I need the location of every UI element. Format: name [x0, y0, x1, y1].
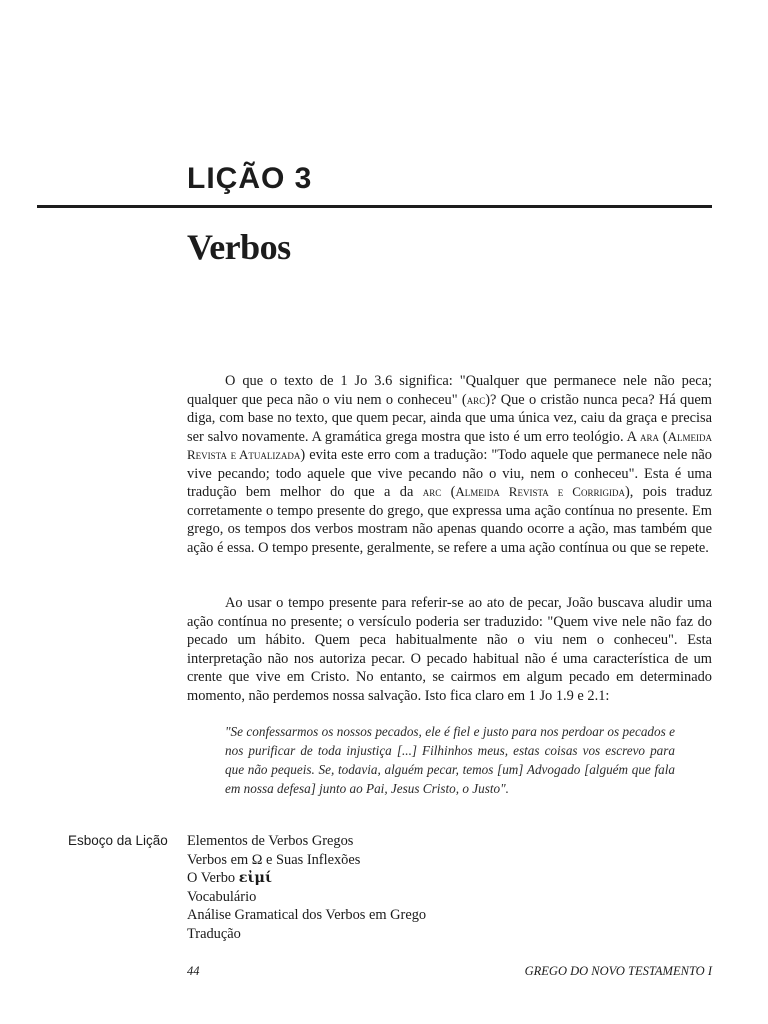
- outline-item-text: Verbos em: [187, 851, 252, 868]
- text-run: ), pois traduz corretamente o tempo presente do grego, que expressa uma ação contínua no presente. Em grego, os tempos dos verbos mostram não apenas quando ocorre a ação, mas também que ação é essa. O tempo presente, geralmente, se refere a uma ação contínua ou que se repete.: [187, 484, 712, 556]
- chapter-title: Verbos: [187, 227, 291, 267]
- version-name: Almeida Revista e Atualizada: [187, 428, 712, 462]
- outline-item: Análise Gramatical dos Verbos em Grego: [187, 907, 427, 924]
- text-run: )? Que o cristão nunca peca? Há quem diga, com base no texto, que quem pecar, ainda que uma única vez, caiu da graça e precisa ser salvo novamente. A gramática grega mostra que isto é um erro teológio. A: [187, 391, 712, 445]
- outline-item: [187, 869, 426, 888]
- page-number: 44: [187, 964, 200, 978]
- text-run: ) evita este erro com a tradução: "Todo aquele que permanece nele não vive pecando; todo aquele que vive pecando não o viu, nem o conheceu". Esta é uma tradução bem melhor do que a da: [187, 447, 712, 500]
- outline-list: [187, 832, 426, 944]
- abbreviation: arc: [466, 391, 486, 407]
- outline-item-text: e Suas Inflexões: [262, 851, 361, 868]
- body-paragraph-2: Ao usar o tempo presente para referir-se ao ato de pecar, João buscava aludir uma ação contínua no presente; o versículo poderia ser traduzido: "Quem vive nele não faz do pecado um hábito. Quem peca habitualmente não o viu nem o conheceu". Esta interpretação não nos autoriza pecar. O pecado habitual não é uma característica de um crente que vive em Cristo. No entanto, se cairmos em algum pecado em determinado momento, não perdemos nossa salvação. Isto fica claro em 1 Jo 1.9 e 2.1:: [187, 595, 712, 704]
- outline-item: Tradução: [187, 925, 241, 942]
- greek-verb: εἰμί: [238, 869, 272, 887]
- outline-item: [187, 851, 426, 870]
- body-paragraph-1: [187, 372, 712, 557]
- text-run: (: [659, 428, 668, 445]
- outline-label: Esboço da Lição: [68, 833, 168, 848]
- outline-item-text: O Verbo: [187, 870, 239, 887]
- omega-symbol: Ω: [251, 851, 263, 868]
- outline-item: Elementos de Verbos Gregos: [187, 833, 354, 849]
- text-run: (: [441, 484, 456, 500]
- scripture-quote: "Se confessarmos os nossos pecados, ele é fiel e justo para nos perdoar os pecados e nos purificar de toda injustiça [...] Filhinhos meus, estas coisas vos escrevo para que não pequeis. Se, todavia, alguém pecar, temos [um] Advogado [alguém que fala em nossa defesa] junto ao Pai, Jesus Cristo, o Justo".: [225, 724, 675, 796]
- lesson-label: LIÇÃO 3: [187, 162, 313, 195]
- outline-item: Vocabulário: [187, 888, 257, 905]
- version-name: Almeida Revista e Corrigida: [455, 484, 625, 499]
- running-title: GREGO DO NOVO TESTAMENTO I: [524, 964, 712, 978]
- text-run: O que o texto de 1 Jo 3.6 significa: "Qualquer que permanece nele não peca; qualquer que peca não o viu nem o conheceu" (: [187, 373, 712, 408]
- header-rule: [37, 205, 712, 208]
- abbreviation: ara: [639, 428, 659, 444]
- abbreviation: arc: [422, 484, 442, 499]
